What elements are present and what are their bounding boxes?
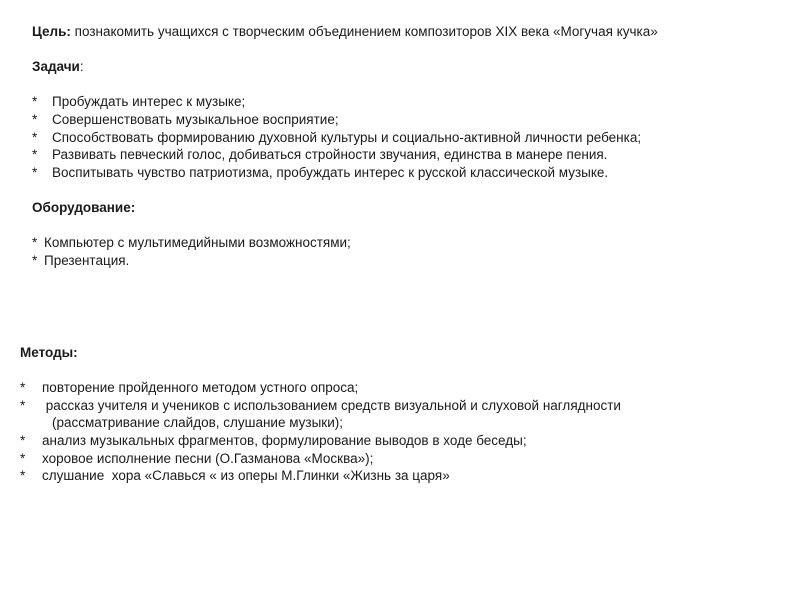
task-item <box>32 129 782 147</box>
method-item <box>20 379 790 397</box>
bullet-star: * <box>20 450 26 466</box>
bullet-star: * <box>32 164 38 180</box>
bullet-star: * <box>20 380 26 396</box>
tasks-colon: : <box>79 59 84 75</box>
method-item-text: слушание хора «Славься « из оперы М.Глинки «Жизнь за царя» <box>42 468 450 484</box>
bullet-star: * <box>32 235 38 251</box>
methods-block <box>20 344 790 485</box>
equipment-item-text: Компьютер с мультимедийными возможностями; <box>44 235 351 251</box>
bullet-star: * <box>32 252 38 268</box>
goal-line <box>32 23 782 41</box>
method-item-text: повторение пройденного методом устного опроса; <box>42 380 359 396</box>
tasks-heading <box>32 58 782 76</box>
equipment-heading <box>32 199 782 217</box>
method-item-text: рассказ учителя и учеников с использованием средств визуальной и слуховой наглядности <box>42 397 621 413</box>
goal-label: Цель: <box>32 24 71 39</box>
task-item <box>32 93 782 111</box>
task-item-text: Способствовать формированию духовной культуры и социально-активной личности ребенка; <box>52 129 642 145</box>
bullet-star: * <box>32 129 38 145</box>
equipment-item <box>32 234 782 252</box>
bullet-star: * <box>20 432 26 448</box>
equipment-title: Оборудование: <box>32 199 136 215</box>
task-item <box>32 111 782 129</box>
bullet-star: * <box>32 147 38 163</box>
goal-text: познакомить учащихся с творческим объединением композиторов XIX века «Могучая кучка» <box>70 24 658 39</box>
method-item <box>20 450 790 468</box>
method-item <box>20 432 790 450</box>
method-item-continuation-text: (рассматривание слайдов, слушание музыки); <box>52 415 343 431</box>
task-item <box>32 164 782 182</box>
bullet-star: * <box>20 468 26 484</box>
bullet-star: * <box>32 94 38 110</box>
method-item-continuation <box>20 414 790 432</box>
bullet-star: * <box>20 397 26 413</box>
equipment-item-text: Презентация. <box>44 252 130 268</box>
task-item-text: Воспитывать чувство патриотизма, пробуждать интерес к русской классической музыке. <box>52 164 609 180</box>
method-item-text: анализ музыкальных фрагментов, формулирование выводов в ходе беседы; <box>42 432 527 448</box>
tasks-title: Задачи <box>32 59 80 75</box>
bullet-star: * <box>32 111 38 127</box>
task-item-text: Развивать певческий голос, добиваться стройности звучания, единства в манере пения. <box>52 147 608 163</box>
methods-heading <box>20 344 790 362</box>
method-item <box>20 467 790 485</box>
method-item-text: хоровое исполнение песни (О.Газманова «Москва»); <box>42 450 374 466</box>
equipment-item <box>32 252 782 270</box>
method-item <box>20 397 790 415</box>
task-item-text: Пробуждать интерес к музыке; <box>52 94 246 110</box>
lesson-info-block <box>32 23 782 269</box>
task-item-text: Совершенствовать музыкальное восприятие; <box>52 111 339 127</box>
task-item <box>32 146 782 164</box>
methods-title: Методы: <box>20 345 78 360</box>
